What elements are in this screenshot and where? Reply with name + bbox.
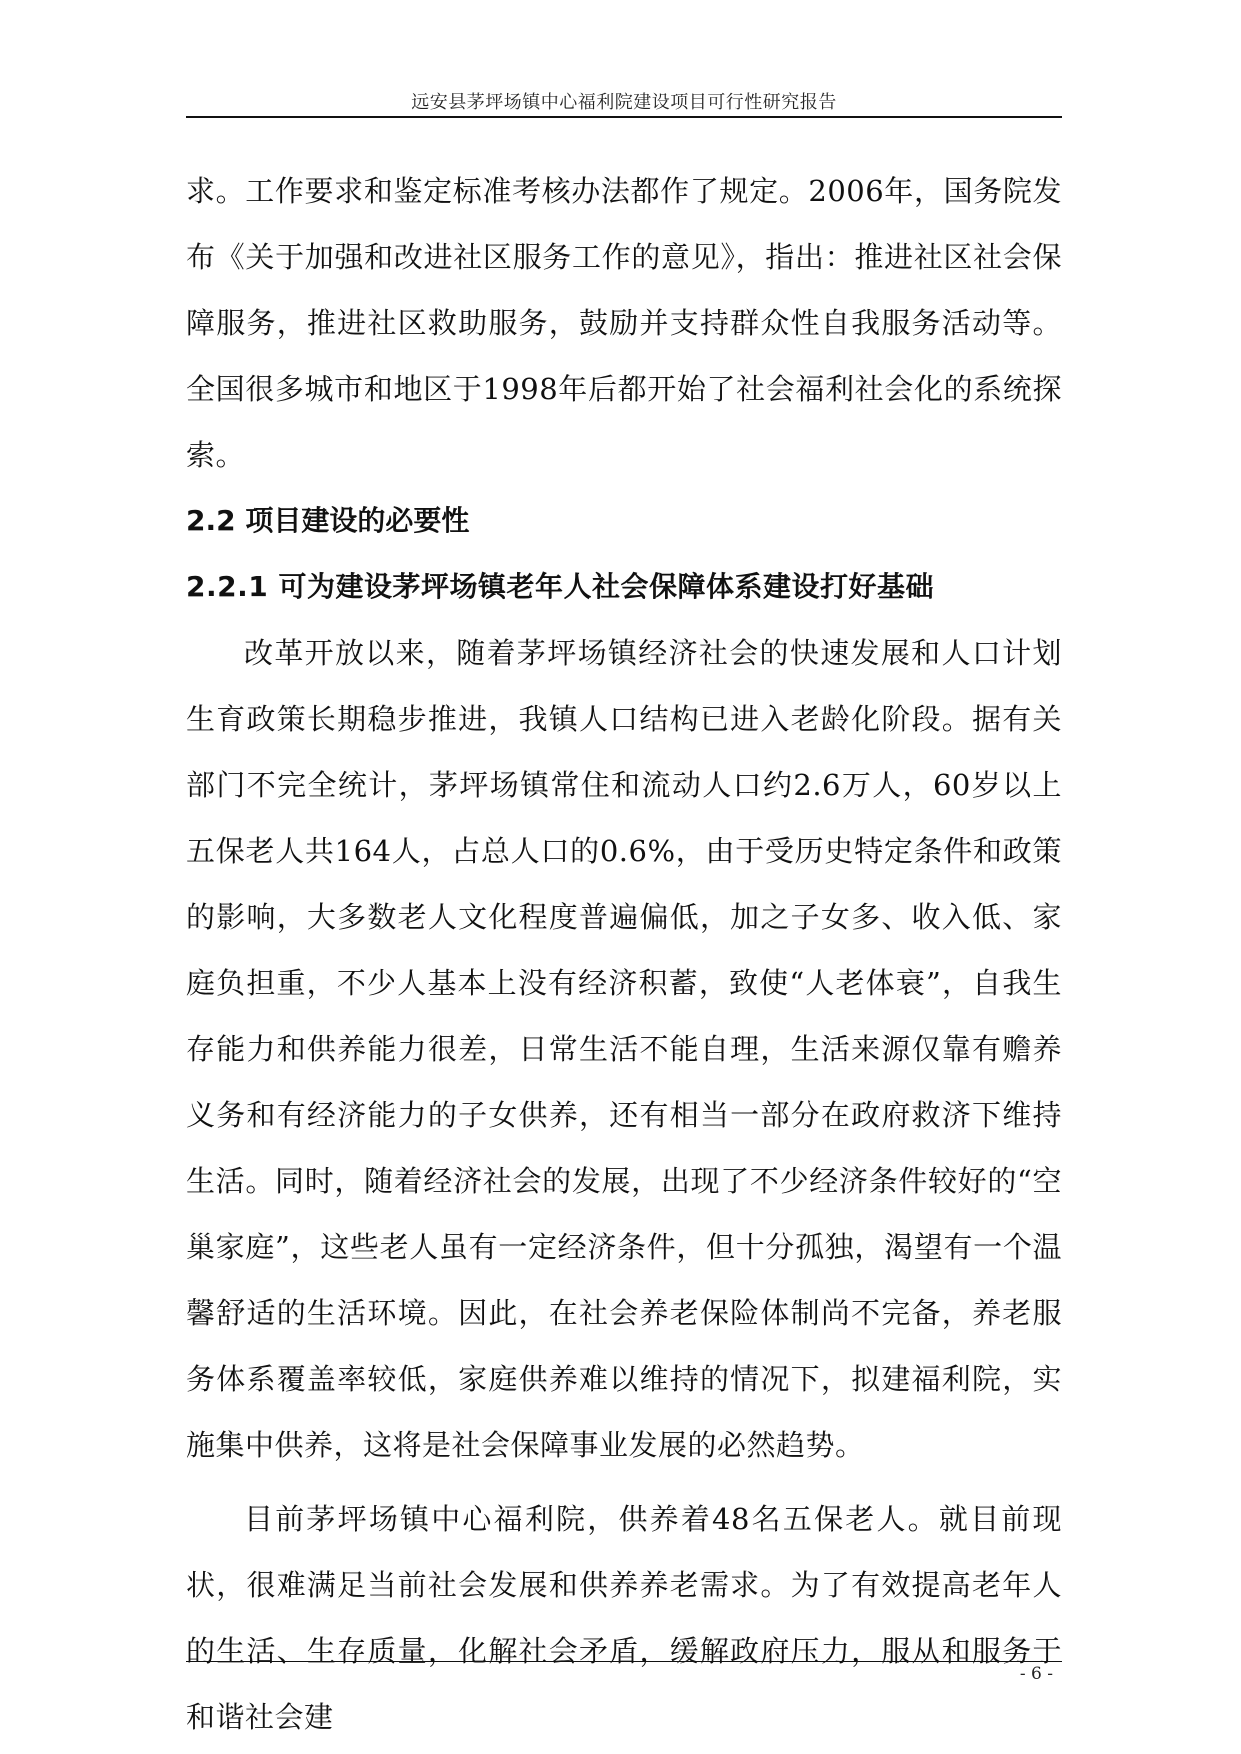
header-divider [186,116,1062,118]
running-header: 远安县茅坪场镇中心福利院建设项目可行性研究报告 [411,92,837,113]
section-heading: 2.2 项目建设的必要性 [186,504,470,537]
footer-divider [186,1661,1062,1662]
body-paragraph-1: 改革开放以来，随着茅坪场镇经济社会的快速发展和人口计划生育政策长期稳步推进，我镇人口结构已进入老龄化阶段。据有关部门不完全统计，茅坪场镇常住和流动人口约2.6万人，60岁以上五保老人共164人，占总人口的0.6%，由于受历史特定条件和政策的影响，大多数老人文化程度普遍偏低，加之子女多、收入低、家庭负担重，不少人基本上没有经济积蓄，致使“人老体衰”，自我生存能力和供养能力很差，日常生活不能自理，生活来源仅靠有赡养义务和有经济能力的子女供养，还有相当一部分在政府救济下维持生活。同时，随着经济社会的发展，出现了不少经济条件较好的“空巢家庭”，这些老人虽有一定经济条件，但十分孤独，渴望有一个温馨舒适的生活环境。因此，在社会养老保险体制尚不完备，养老服务体系覆盖率较低，家庭供养难以维持的情况下，拟建福利院，实施集中供养，这将是社会保障事业发展的必然趋势。 [186,636,1062,1462]
intro-paragraph: 求。工作要求和鉴定标准考核办法都作了规定。2006年，国务院发布《关于加强和改进社区服务工作的意见》，指出：推进社区社会保障服务，推进社区救助服务，鼓励并支持群众性自我服务活动等。全国很多城市和地区于1998年后都开始了社会福利社会化的系统探索。 [186,174,1062,472]
subsection-heading: 2.2.1 可为建设茅坪场镇老年人社会保障体系建设打好基础 [186,570,934,603]
paragraph-spacer [186,1478,1062,1486]
body-paragraph-2: 目前茅坪场镇中心福利院，供养着48名五保老人。就目前现状，很难满足当前社会发展和供养养老需求。为了有效提高老年人的生活、生存质量，化解社会矛盾，缓解政府压力，服从和服务于和谐社会建 [186,1502,1062,1734]
page-number: - 6 - [1019,1664,1053,1684]
document-body [186,158,1062,1750]
